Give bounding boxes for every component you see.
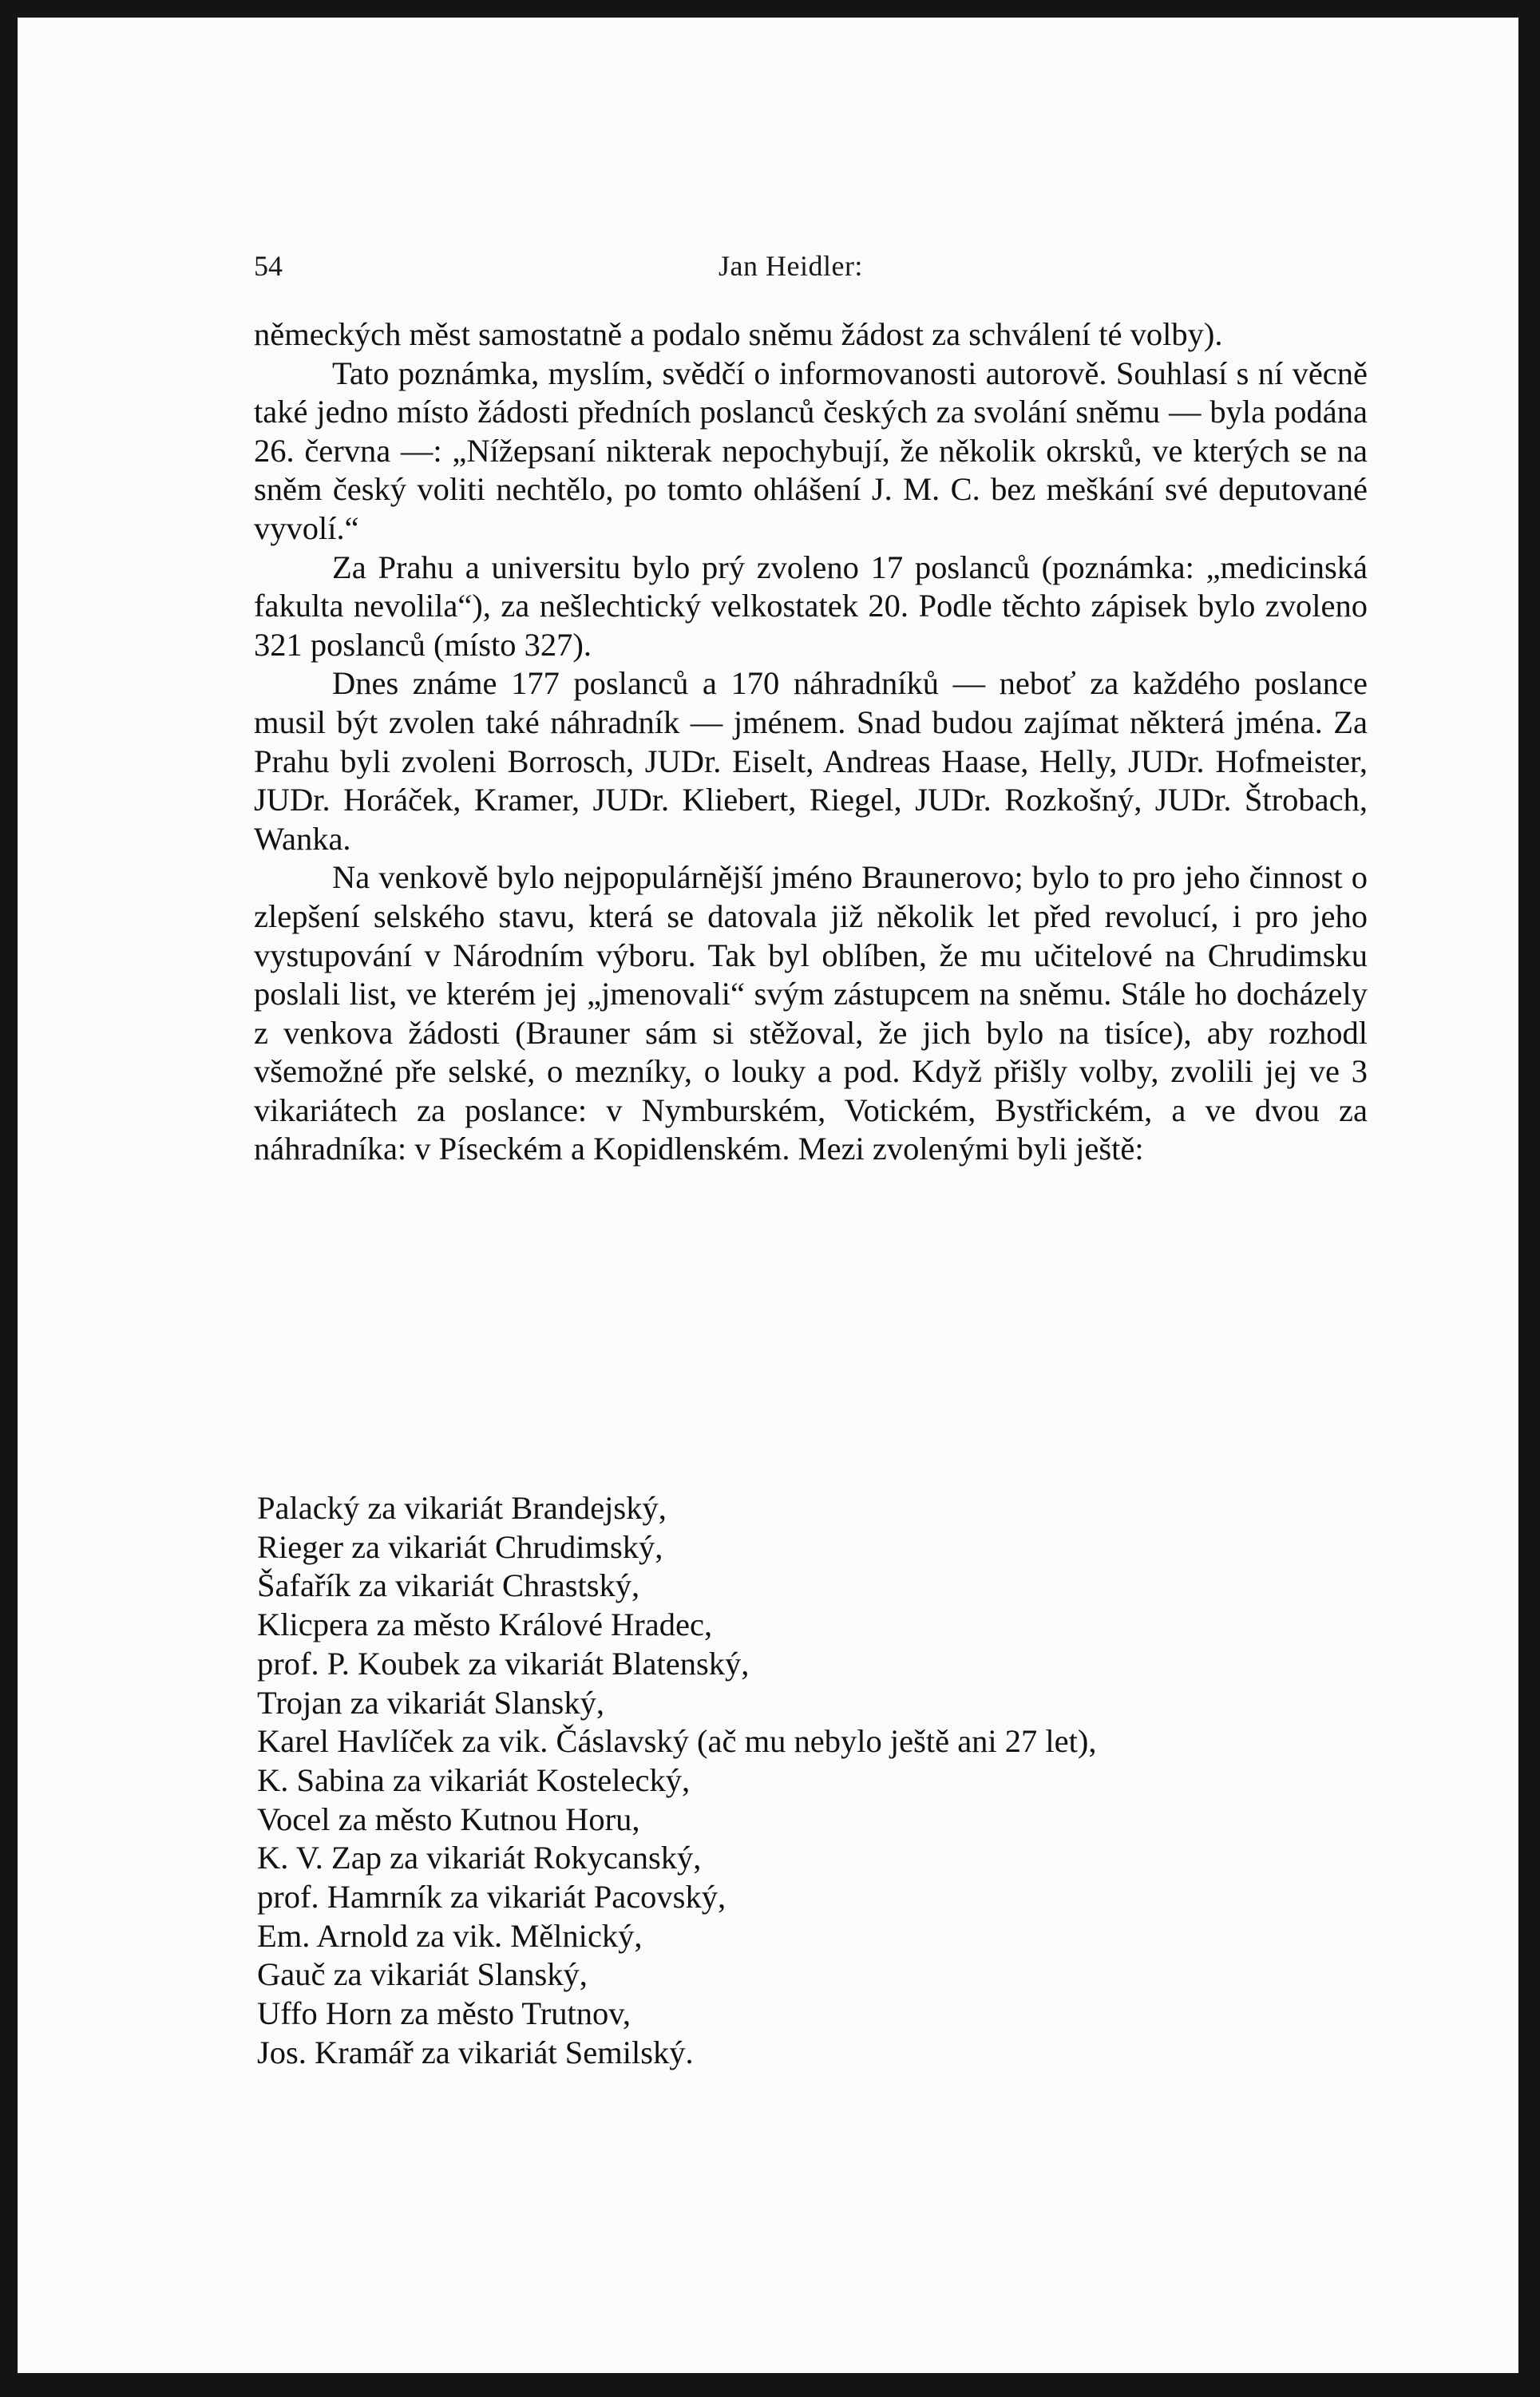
list-item: Gauč za vikariát Slanský, (257, 1956, 588, 1993)
list-item: Palacký za vikariát Brandejský, (257, 1490, 667, 1526)
paragraph: Za Prahu a universitu bylo prý zvoleno 17 poslanců (poznámka: „medicinská fakulta nevolila“), za nešlechtický velkostatek 20. Podle těchto zápisek bylo zvoleno 321 poslanců (místo 327). (254, 549, 1368, 663)
list-item: Trojan za vikariát Slanský, (257, 1684, 604, 1721)
paragraph: Na venkově bylo nejpopulárnější jméno Braunerovo; bylo to pro jeho činnost o zlepšení selského stavu, která se datovala již několik let před revolucí, i pro jeho vystupování v Národním výboru. Tak byl oblíben, že mu učitelové na Chrudimsku poslali list, ve kterém jej „jmenovali“ svým zástupcem na sněmu. Stále ho docházely z venkova žádosti (Brauner sám si stěžoval, že jich bylo na tisíce), aby rozhodl všemožné pře selské, o mezníky, o louky a pod. Když přišly volby, zvolili jej ve 3 vikariátech za poslance: v Nymburském, Votickém, Bystřickém, a ve dvou za náhradníka: v Píseckém a Kopidlenském. Mezi zvolenými byli ještě: (254, 859, 1368, 1167)
list-item: Klicpera za město Králové Hradec, (257, 1607, 713, 1643)
paragraph: Tato poznámka, myslím, svědčí o informovanosti autorově. Souhlasí s ní věcně také jedno místo žádosti předních poslanců českých za svolání sněmu — byla podána 26. června —: „Nížepsaní nikterak nepochybují, že několik okrsků, ve kterých se na sněm český voliti nechtělo, po tomto ohlášení J. M. C. bez meškání své deputované vyvolí.“ (254, 355, 1368, 546)
list-item: prof. P. Koubek za vikariát Blatenský, (257, 1645, 750, 1682)
list-item: Šafařík za vikariát Chrastský, (257, 1567, 640, 1604)
page-header (254, 241, 1388, 281)
running-head: Jan Heidler: (719, 250, 863, 282)
body-text (254, 315, 1368, 1169)
paragraph: Dnes známe 177 poslanců a 170 náhradníků — neboť za každého poslance musil být zvolen také náhradník — jménem. Snad budou zajímat některá jména. Za Prahu byli zvoleni Borrosch, JUDr. Eiselt, Andreas Haase, Helly, JUDr. Hofmeister, JUDr. Horáček, Kramer, JUDr. Kliebert, Riegel, JUDr. Rozkošný, JUDr. Štrobach, Wanka. (254, 665, 1368, 857)
deputies-list (257, 1489, 1423, 2073)
list-item: Rieger za vikariát Chrudimský, (257, 1528, 663, 1565)
list-item: Karel Havlíček za vik. Čáslavský (ač mu nebylo ještě ani 27 let), (257, 1723, 1097, 1760)
page-number: 54 (254, 250, 283, 282)
list-item: K. V. Zap za vikariát Rokycanský, (257, 1840, 702, 1876)
list-item: K. Sabina za vikariát Kostelecký, (257, 1761, 691, 1798)
list-item: Em. Arnold za vik. Mělnický, (257, 1917, 643, 1954)
list-item: prof. Hamrník za vikariát Pacovský, (257, 1879, 726, 1916)
list-item: Uffo Horn za město Trutnov, (257, 1995, 631, 2032)
list-item: Vocel za město Kutnou Horu, (257, 1801, 640, 1837)
paragraph: německých měst samostatně a podalo sněmu žádost za schválení té volby). (254, 316, 1223, 352)
list-item: Jos. Kramář za vikariát Semilský. (257, 2034, 694, 2070)
